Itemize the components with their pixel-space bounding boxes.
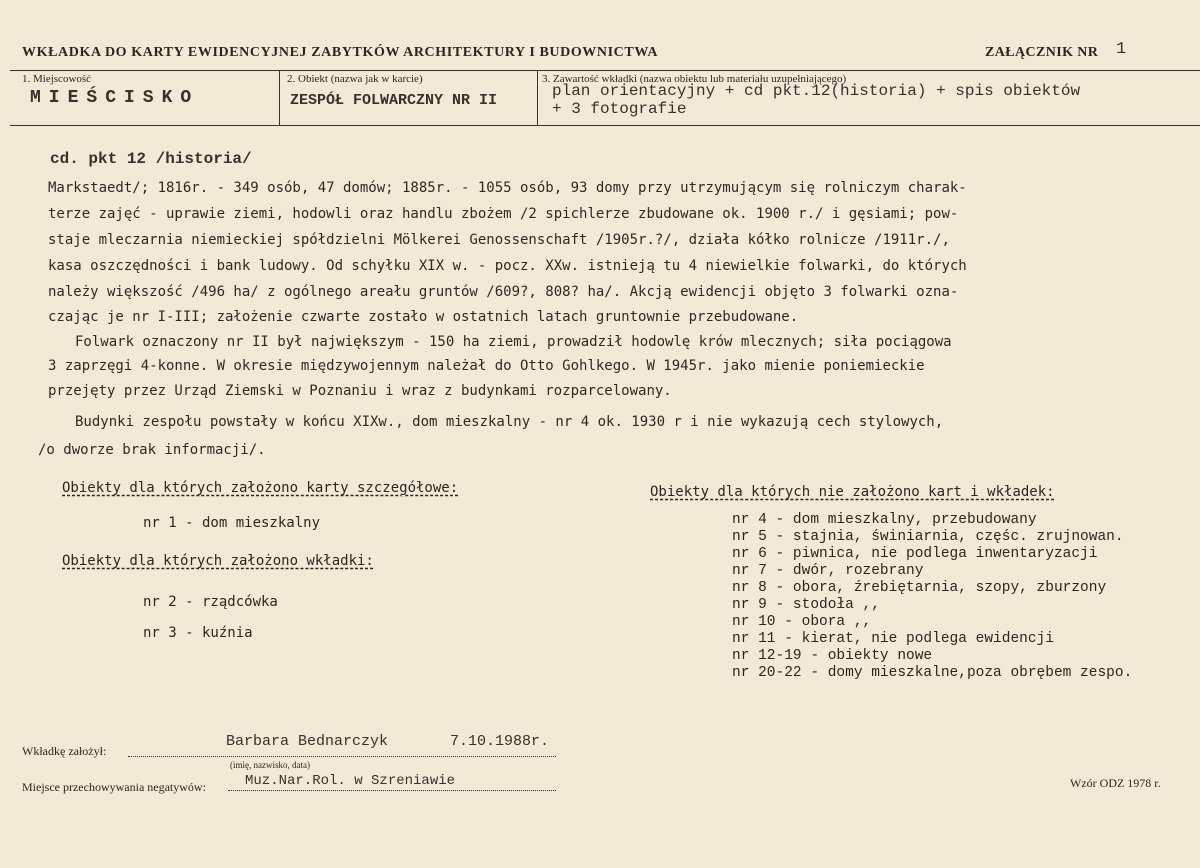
contents-line-1: plan orientacyjny + cd pkt.12(historia) + spis obiektów <box>552 82 1081 100</box>
no-cards-item: nr 4 - dom mieszkalny, przebudowany <box>732 512 1037 528</box>
history-line: /o dworze brak informacji/. <box>38 442 266 458</box>
storage-dotted-line <box>228 790 556 791</box>
author-hint: (imię, nazwisko, data) <box>230 760 310 770</box>
section-heading: cd. pkt 12 /historia/ <box>50 150 252 168</box>
inserts-item: nr 2 - rządcówka <box>143 594 278 610</box>
history-line: Folwark oznaczony nr II był największym - 150 ha ziemi, prowadził hodowlę krów mlecznych; siła pociągowa <box>75 334 952 350</box>
no-cards-item: nr 20-22 - domy mieszkalne,poza obrębem zespo. <box>732 665 1133 681</box>
history-line: należy większość /496 ha/ z ogólnego areału gruntów /609?, 808? ha/. Akcją ewidencji objęto 3 folwarki ozna- <box>48 284 959 300</box>
author-label: Wkładkę założył: <box>22 744 107 758</box>
no-cards-title: Obiekty dla których nie założono kart i wkładek: <box>650 484 1055 500</box>
author-name: Barbara Bednarczyk <box>226 733 389 750</box>
locality-label: 1. Miejscowość <box>22 73 92 85</box>
no-cards-item: nr 9 - stodoła ,, <box>732 597 880 613</box>
attachment-number: 1 <box>1116 40 1127 59</box>
inserts-item: nr 3 - kuźnia <box>143 625 253 641</box>
header-rule-top <box>10 70 1200 71</box>
object-label: 2. Obiekt (nazwa jak w karcie) <box>287 73 423 85</box>
storage-value: Muz.Nar.Rol. w Szreniawie <box>245 773 456 789</box>
no-cards-item: nr 10 - obora ,, <box>732 614 872 630</box>
author-dotted-line <box>128 756 556 757</box>
contents-line-2: + 3 fotografie <box>552 100 687 118</box>
form-title: WKŁADKA DO KARTY EWIDENCYJNEJ ZABYTKÓW ARCHITEKTURY I BUDOWNICTWA <box>22 45 659 60</box>
no-cards-item: nr 5 - stajnia, świniarnia, częśc. zrujnowan. <box>732 529 1124 545</box>
attachment-label: ZAŁĄCZNIK NR <box>985 45 1099 60</box>
object-value: ZESPÓŁ FOLWARCZNY NR II <box>290 92 498 109</box>
no-cards-item: nr 11 - kierat, nie podlega ewidencji <box>732 631 1054 647</box>
no-cards-item: nr 8 - obora, źrebiętarnia, szopy, zburzony <box>732 580 1107 596</box>
storage-label: Miejsce przechowywania negatywów: <box>22 780 206 794</box>
history-line: czając je nr I-III; założenie czwarte zostało w ostatnich latach gruntownie przebudowane. <box>48 309 799 325</box>
detailed-cards-title: Obiekty dla których założono karty szczegółowe: <box>62 480 459 496</box>
contents-value <box>552 82 1080 118</box>
history-line: terze zajęć - uprawie ziemi, hodowli oraz handlu zbożem /2 spichlerze zbudowane ok. 1900 r./ i gęsiami; pow- <box>48 206 959 222</box>
author-date: 7.10.1988r. <box>450 733 550 750</box>
form-code: Wzór ODZ 1978 r. <box>1070 776 1161 790</box>
no-cards-item: nr 6 - piwnica, nie podlega inwentaryzacji <box>732 546 1098 562</box>
contents-label: 3. Zawartość wkładki (nazwa obiektu lub materiału uzupełniającego) <box>542 73 847 85</box>
history-line: przejęty przez Urząd Ziemski w Poznaniu i wraz z budynkami rozparcelowany. <box>48 383 672 399</box>
no-cards-item: nr 7 - dwór, rozebrany <box>732 563 924 579</box>
history-line: staje mleczarnia niemieckiej spółdzielni Mölkerei Genossenschaft /1905r.?/, działa kółko rolnicze /1911r./, <box>48 232 950 248</box>
history-line: 3 zaprzęgi 4-konne. W okresie międzywojennym należał do Otto Gohlkego. W 1945r. jako mienie poniemieckie <box>48 358 925 374</box>
locality-value: MIEŚCISKO <box>30 88 200 108</box>
field-divider-2 <box>537 70 538 125</box>
inserts-title: Obiekty dla których założono wkładki: <box>62 553 374 569</box>
header-rule-bottom <box>10 125 1200 126</box>
history-line: Markstaedt/; 1816r. - 349 osób, 47 domów; 1885r. - 1055 osób, 93 domy przy utrzymującym się rolniczym charak- <box>48 180 967 196</box>
history-line: Budynki zespołu powstały w końcu XIXw., dom mieszkalny - nr 4 ok. 1930 r i nie wykazują cech stylowych, <box>75 414 944 430</box>
detailed-cards-item: nr 1 - dom mieszkalny <box>143 515 321 531</box>
no-cards-item: nr 12-19 - obiekty nowe <box>732 648 933 664</box>
history-line: kasa oszczędności i bank ludowy. Od schyłku XIX w. - pocz. XXw. istnieją tu 4 niewielkie folwarki, do których <box>48 258 967 274</box>
field-divider-1 <box>279 70 280 125</box>
